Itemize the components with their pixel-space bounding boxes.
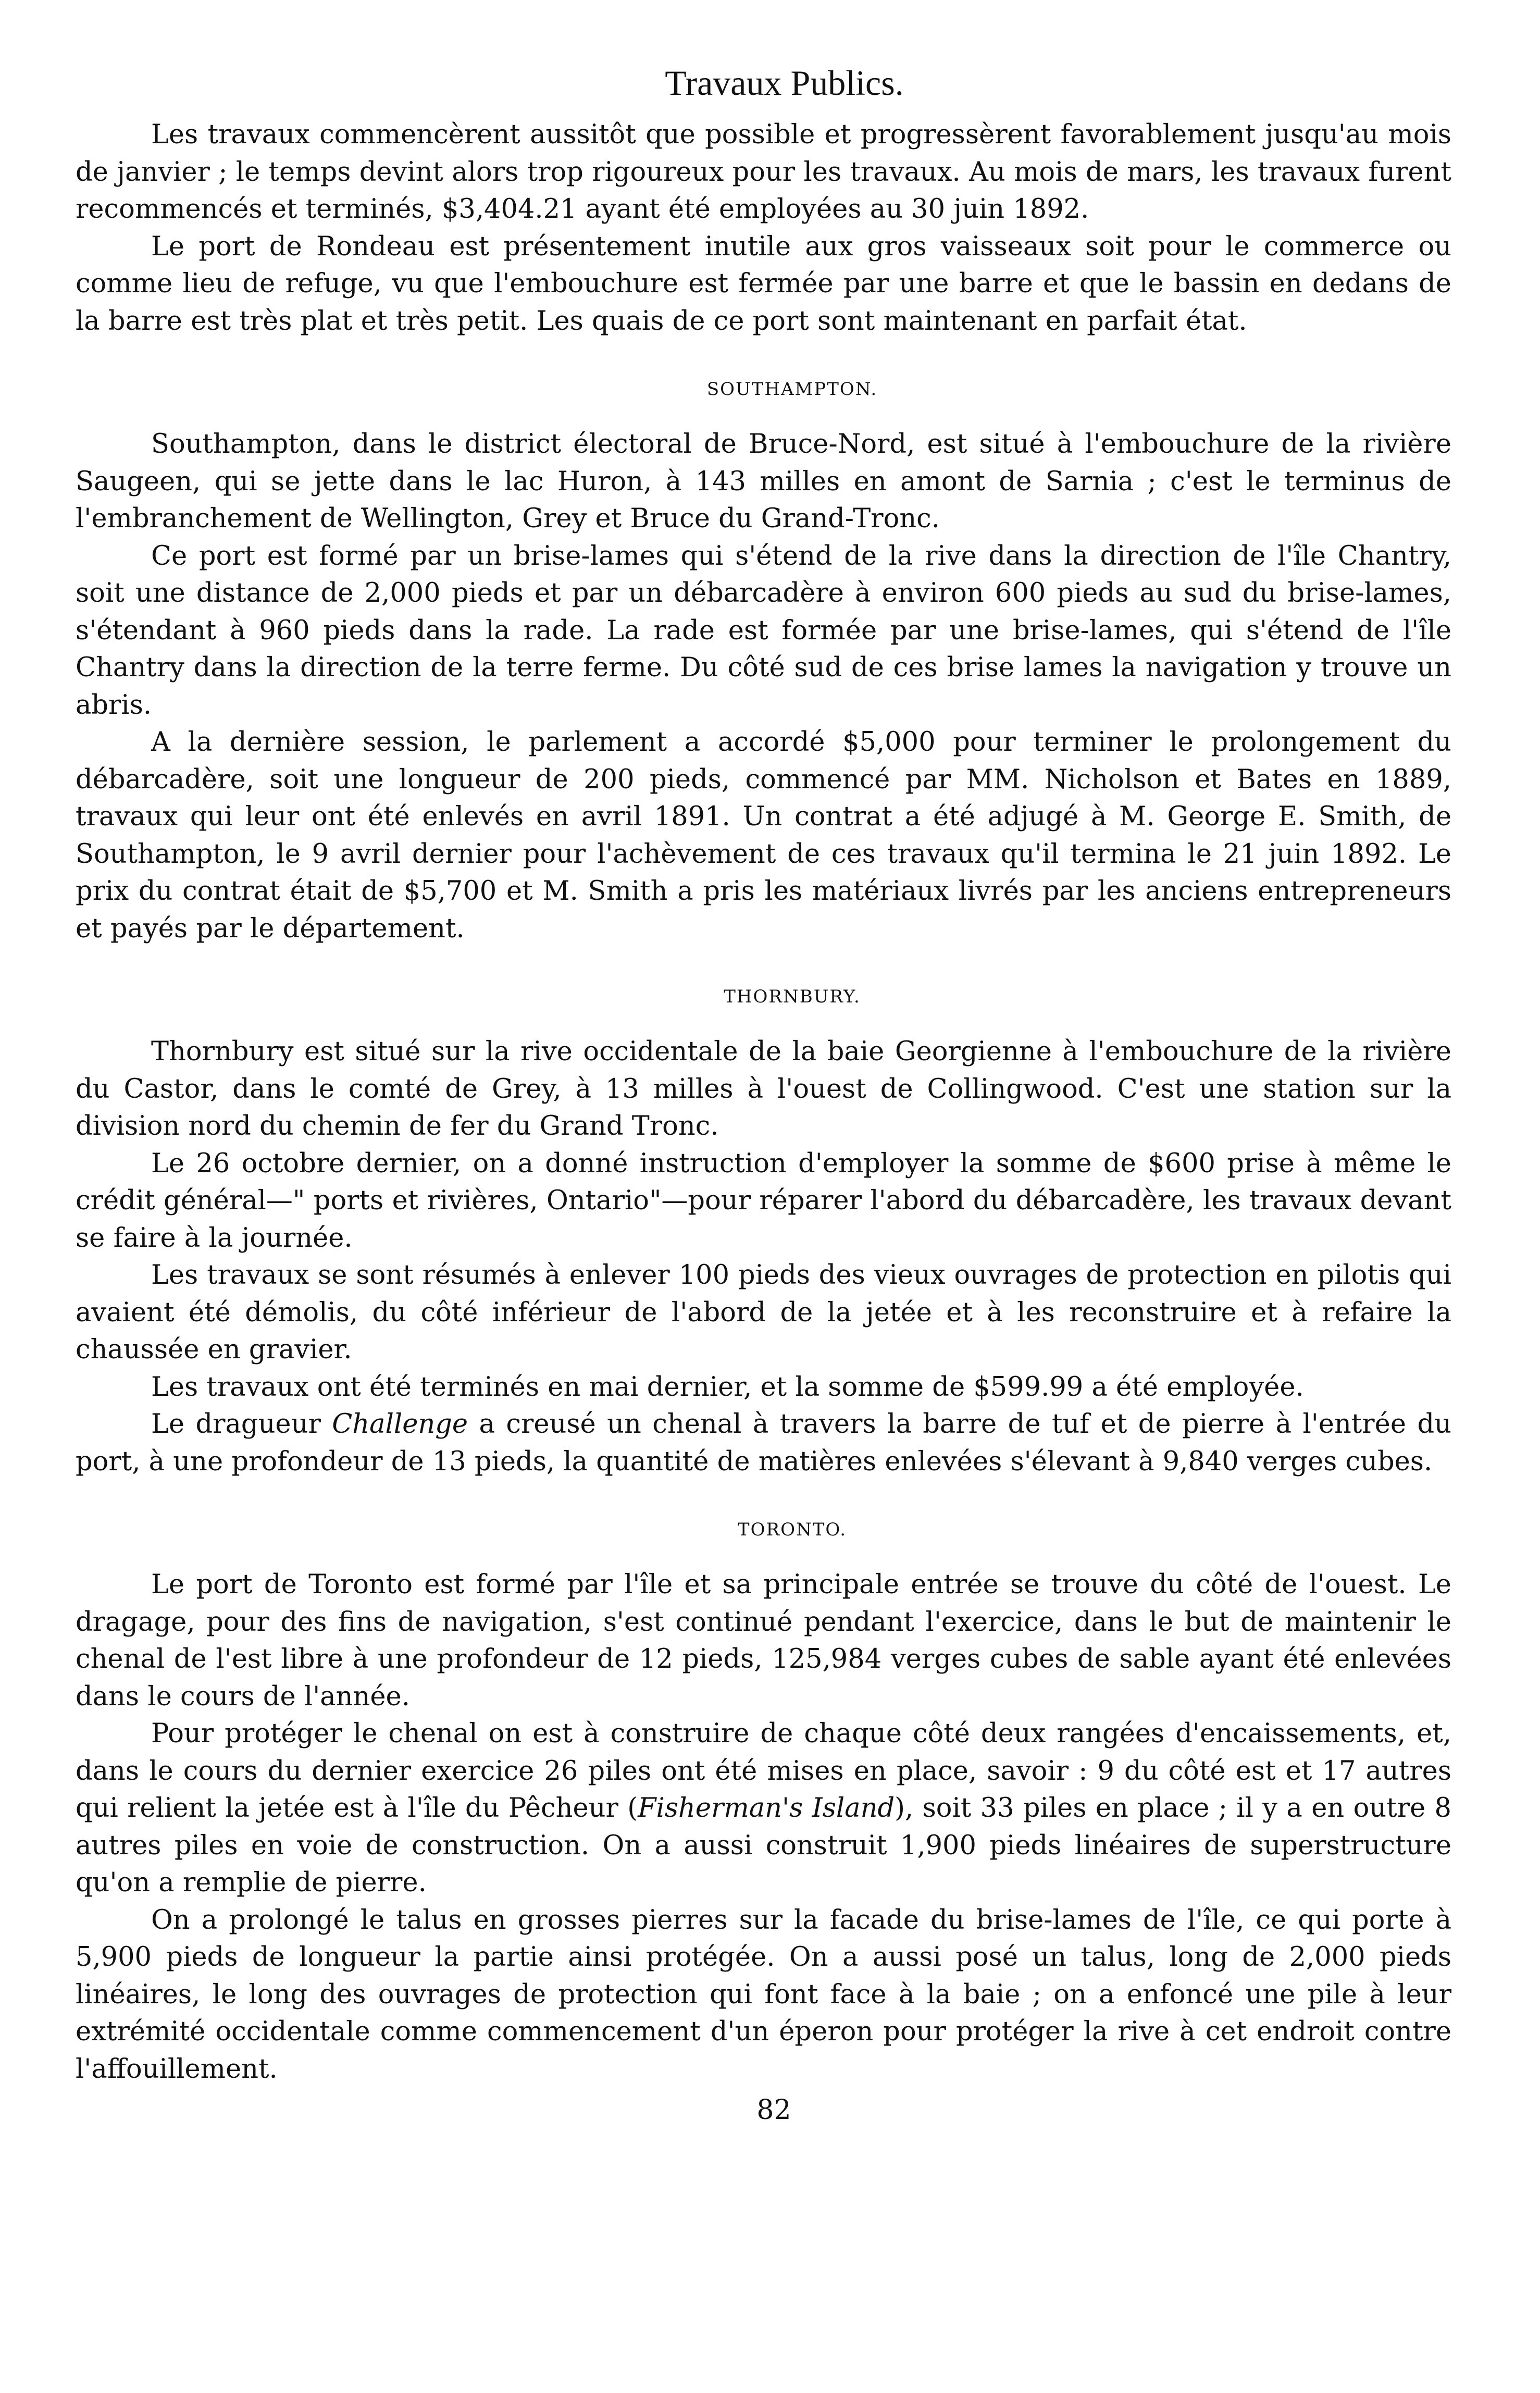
vessel-name: Challenge [332, 1409, 468, 1440]
section-heading-thornbury: THORNBURY. [724, 986, 861, 1007]
paragraph [76, 1715, 1451, 1902]
paragraph: Le port de Rondeau est présentement inutile aux gros vaisseaux soit pour le commerce ou comme lieu de refuge, vu que l'embouchure est fermée par une barre et que le bassin en dedans de la barre est très plat et très petit. Les quais de ce port sont maintenant en parfait état. [76, 231, 1451, 337]
text-run: Pour protéger le chenal on est à construire de chaque côté deux rangées d'encaissements, et, dans le cours du dernier exercice 26 piles ont été mises en place, savoir : 9 du côté est et 17 autres qui relient la jetée est à l'île du Pêcheur ( [76, 1718, 1451, 1824]
section-heading-toronto: TORONTO. [737, 1519, 847, 1540]
page-title: Travaux Publics. [665, 63, 904, 103]
paragraph: Thornbury est situé sur la rive occidentale de la baie Georgienne à l'embouchure de la rivière du Castor, dans le comté de Grey, à 13 milles à l'ouest de Collingwood. C'est une station sur la division nord du chemin de fer du Grand Tronc. [76, 1036, 1451, 1142]
paragraph: Le port de Toronto est formé par l'île et sa principale entrée se trouve du côté de l'ouest. Le dragage, pour des fins de navigation, s'est continué pendant l'exercice, dans le but de maintenir le chenal de l'est libre à une profondeur de 12 pieds, 125,984 verges cubes de sable ayant été enlevées dans le cours de l'année. [76, 1569, 1451, 1712]
paragraph: Southampton, dans le district électoral de Bruce-Nord, est situé à l'embouchure de la rivière Saugeen, qui se jette dans le lac Huron, à 143 milles en amont de Sarnia ; c'est le terminus de l'embranchement de Wellington, Grey et Bruce du Grand-Tronc. [76, 429, 1451, 534]
paragraph: Les travaux se sont résumés à enlever 100 pieds des vieux ouvrages de protection en pilotis qui avaient été démolis, du côté inférieur de l'abord de la jetée et à les reconstruire et à refaire la chaussée en gravier. [76, 1260, 1451, 1365]
paragraph: Les travaux ont été terminés en mai dernier, et la somme de $599.99 a été employée. [151, 1371, 1304, 1403]
page-number: 82 [756, 2094, 791, 2126]
paragraph: Ce port est formé par un brise-lames qui s'étend de la rive dans la direction de l'île Chantry, soit une distance de 2,000 pieds et par un débarcadère à environ 600 pieds au sud du brise-lames, s'étendant à 960 pieds dans la rade. La rade est formée par une brise-lames, qui s'étend de l'île Chantry dans la direction de la terre ferme. Du côté sud de ces brise lames la navigation y trouve un abris. [76, 540, 1451, 721]
paragraph [76, 1406, 1451, 1480]
section-heading-southampton: SOUTHAMPTON. [706, 379, 878, 400]
text-run: a creusé un chenal à travers la barre de tuf et de pierre à l'entrée du port, à une profondeur de 13 pieds, la quantité de matières enlevées s'élevant à 9,840 verges cubes. [76, 1409, 1451, 1477]
paragraph: Les travaux commencèrent aussitôt que possible et progressèrent favorablement jusqu'au mois de janvier ; le temps devint alors trop rigoureux pour les travaux. Au mois de mars, les travaux furent recommencés et terminés, $3,404.21 ayant été employées au 30 juin 1892. [76, 119, 1451, 225]
paragraph: Le 26 octobre dernier, on a donné instruction d'employer la somme de $600 prise à même le crédit général—" ports et rivières, Ontario"—pour réparer l'abord du débarcadère, les travaux devant se faire à la journée. [76, 1148, 1451, 1254]
island-name: Fisherman's Island [638, 1793, 895, 1824]
text-run: Le dragueur [151, 1409, 332, 1440]
paragraph: A la dernière session, le parlement a accordé $5,000 pour terminer le prolongement du débarcadère, soit une longueur de 200 pieds, commencé par MM. Nicholson et Bates en 1889, travaux qui leur ont été enlevés en avril 1891. Un contrat a été adjugé à M. George E. Smith, de Southampton, le 9 avril dernier pour l'achèvement de ces travaux qu'il termina le 21 juin 1892. Le prix du contrat était de $5,700 et M. Smith a pris les matériaux livrés par les anciens entrepreneurs et payés par le département. [76, 727, 1451, 944]
paragraph: On a prolongé le talus en grosses pierres sur la facade du brise-lames de l'île, ce qui porte à 5,900 pieds de longueur la partie ainsi protégée. On a aussi posé un talus, long de 2,000 pieds linéaires, le long des ouvrages de protection qui font face à la baie ; on a enfoncé une pile à leur extrémité occidentale comme commencement d'un éperon pour protéger la rive à cet endroit contre l'affouillement. [76, 1904, 1451, 2085]
text-run: ), soit 33 piles en place ; il y a en outre 8 autres piles en voie de construction. On a aussi construit 1,900 pieds linéaires de superstructure qu'on a remplie de pierre. [76, 1793, 1452, 1898]
